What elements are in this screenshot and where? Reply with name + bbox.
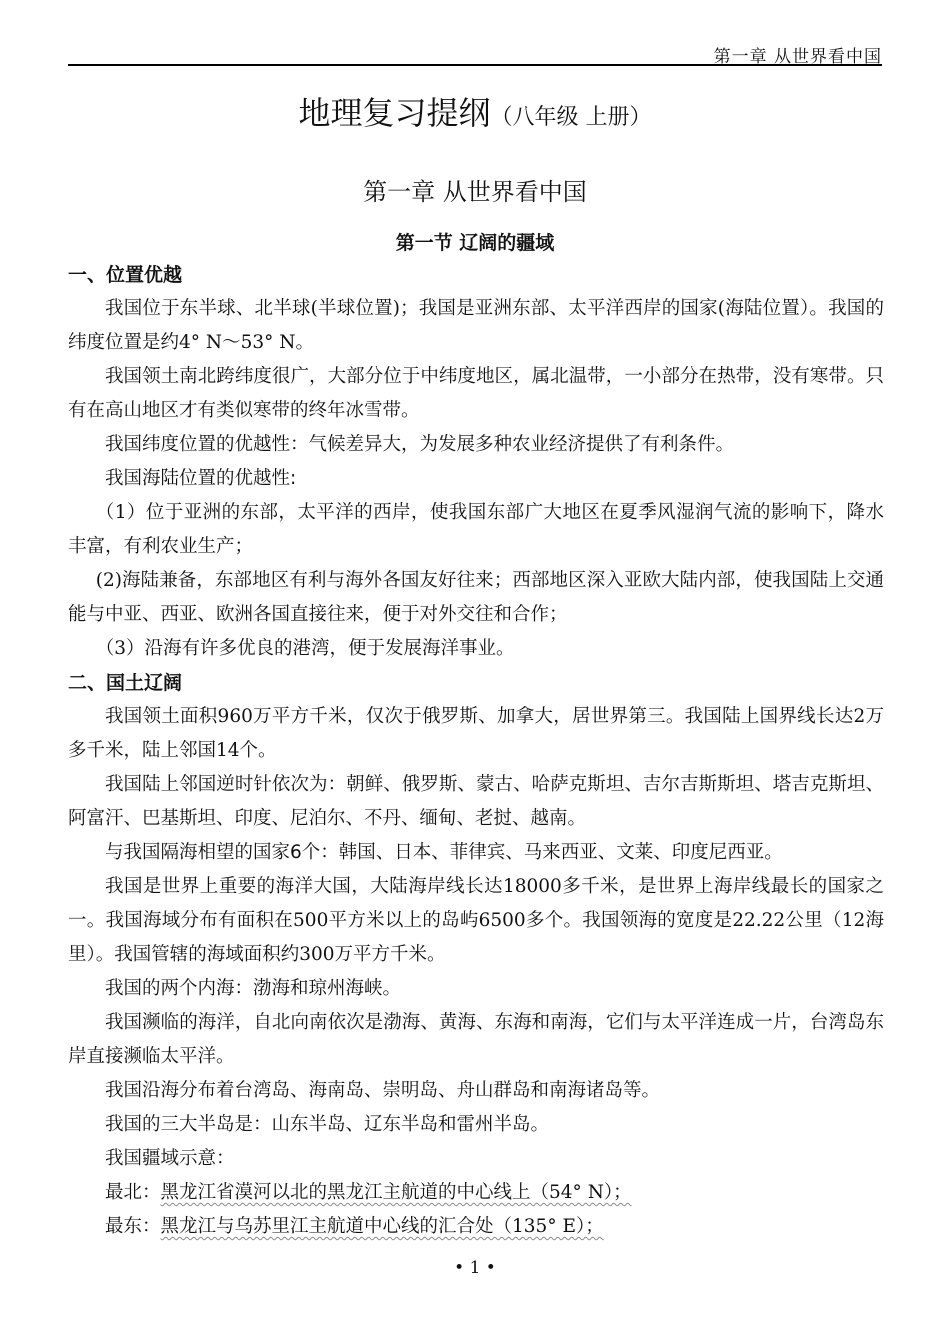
list-item: (2)海陆兼备，东部地区有利与海外各国友好往来；西部地区深入亚欧大陆内部，使我国陆上交通能与中亚、西亚、欧洲各国直接往来，便于对外交往和合作； (68, 570, 884, 625)
paragraph: 我国位于东半球、北半球(半球位置)；我国是亚洲东部、太平洋西岸的国家(海陆位置）。我国的纬度位置是约4° N～53° N。 (68, 298, 884, 353)
paragraph-text: 黑龙江省漠河以北的黑龙江主航道的中心线上（54° N）； (160, 1182, 632, 1203)
paragraph-lead: 我国海陆位置的优越性: (105, 468, 297, 489)
extreme-point-east (68, 1210, 884, 1244)
paragraph (68, 836, 884, 870)
running-header: 第一章 从世界看中国 (713, 47, 882, 67)
paragraph (68, 1108, 884, 1142)
paragraph-text: 渤海和琼州海峡。 (253, 978, 402, 999)
document-title-main: 地理复习提纲 (298, 94, 491, 132)
paragraph-text: 黑龙江与乌苏里江主航道中心线的汇合处（135° E）； (160, 1216, 604, 1237)
paragraph: 我国领土南北跨纬度很广，大部分位于中纬度地区，属北温带，一小部分在热带，没有寒带。只有在高山地区才有类似寒带的终年冰雪带。 (68, 366, 884, 421)
list-item: （3）沿海有许多优良的港湾，便于发展海洋事业。 (95, 638, 515, 659)
paragraph-lead: 我国疆域示意： (105, 1148, 235, 1169)
paragraph-lead: 我国陆上邻国逆时针依次为： (105, 774, 347, 795)
paragraph: 我国是世界上重要的海洋大国，大陆海岸线长达18000多千米，是世界上海岸线最长的国家之一。我国海域分布有面积在500平方米以上的岛屿6500多个。我国领海的宽度是22.22公里（12海里）。我国管辖的海域面积约300万平方千米。 (68, 876, 884, 965)
paragraph-text: 朝鲜、俄罗斯、蒙古、哈萨克斯坦、吉尔吉斯斯坦、塔吉克斯坦、阿富汗、巴基斯坦、印度、尼泊尔、不丹、缅甸、老挝、越南。 (68, 774, 884, 829)
paragraph-lead: 最北： (105, 1182, 161, 1203)
paragraph (68, 462, 884, 496)
paragraph-lead: 我国的两个内海： (105, 978, 254, 999)
paragraph (68, 768, 884, 836)
paragraph-lead: 与我国隔海相望的国家6个： (105, 842, 339, 863)
paragraph-text: 韩国、日本、菲律宾、马来西亚、文莱、印度尼西亚。 (338, 842, 783, 863)
paragraph-text: 山东半岛、辽东半岛和雷州半岛。 (271, 1114, 550, 1135)
heading-position: 一、位置优越 (68, 264, 183, 286)
paragraph (68, 972, 884, 1006)
heading-territory: 二、国土辽阔 (68, 672, 183, 694)
extreme-point-north (68, 1176, 884, 1210)
document-body (68, 258, 884, 1244)
page-number: • 1 • (454, 1258, 496, 1278)
section-title: 第一节 辽阔的疆域 (395, 232, 555, 254)
document-title (0, 88, 950, 134)
paragraph: 我国领土面积960万平方千米，仅次于俄罗斯、加拿大，居世界第三。我国陆上国界线长达2万多千米，陆上邻国14个。 (68, 706, 884, 761)
paragraph-lead: 我国的三大半岛是： (105, 1114, 272, 1135)
document-title-sub: （八年级 上册） (490, 105, 652, 130)
paragraph: 我国沿海分布着台湾岛、海南岛、崇明岛、舟山群岛和南海诸岛等。 (105, 1080, 661, 1101)
chapter-title: 第一章 从世界看中国 (363, 178, 587, 206)
paragraph (68, 428, 884, 462)
paragraph-lead: 我国纬度位置的优越性： (105, 434, 309, 455)
paragraph (68, 1142, 884, 1176)
list-item: （1）位于亚洲的东部，太平洋的西岸，使我国东部广大地区在夏季风湿润气流的影响下，降水丰富，有利农业生产； (68, 502, 884, 557)
header-rule (68, 64, 882, 66)
paragraph: 我国濒临的海洋，自北向南依次是渤海、黄海、东海和南海，它们与太平洋连成一片，台湾岛东岸直接濒临太平洋。 (68, 1012, 884, 1067)
paragraph-text: 气候差异大，为发展多种农业经济提供了有利条件。 (308, 434, 735, 455)
paragraph-lead: 最东： (105, 1216, 161, 1237)
